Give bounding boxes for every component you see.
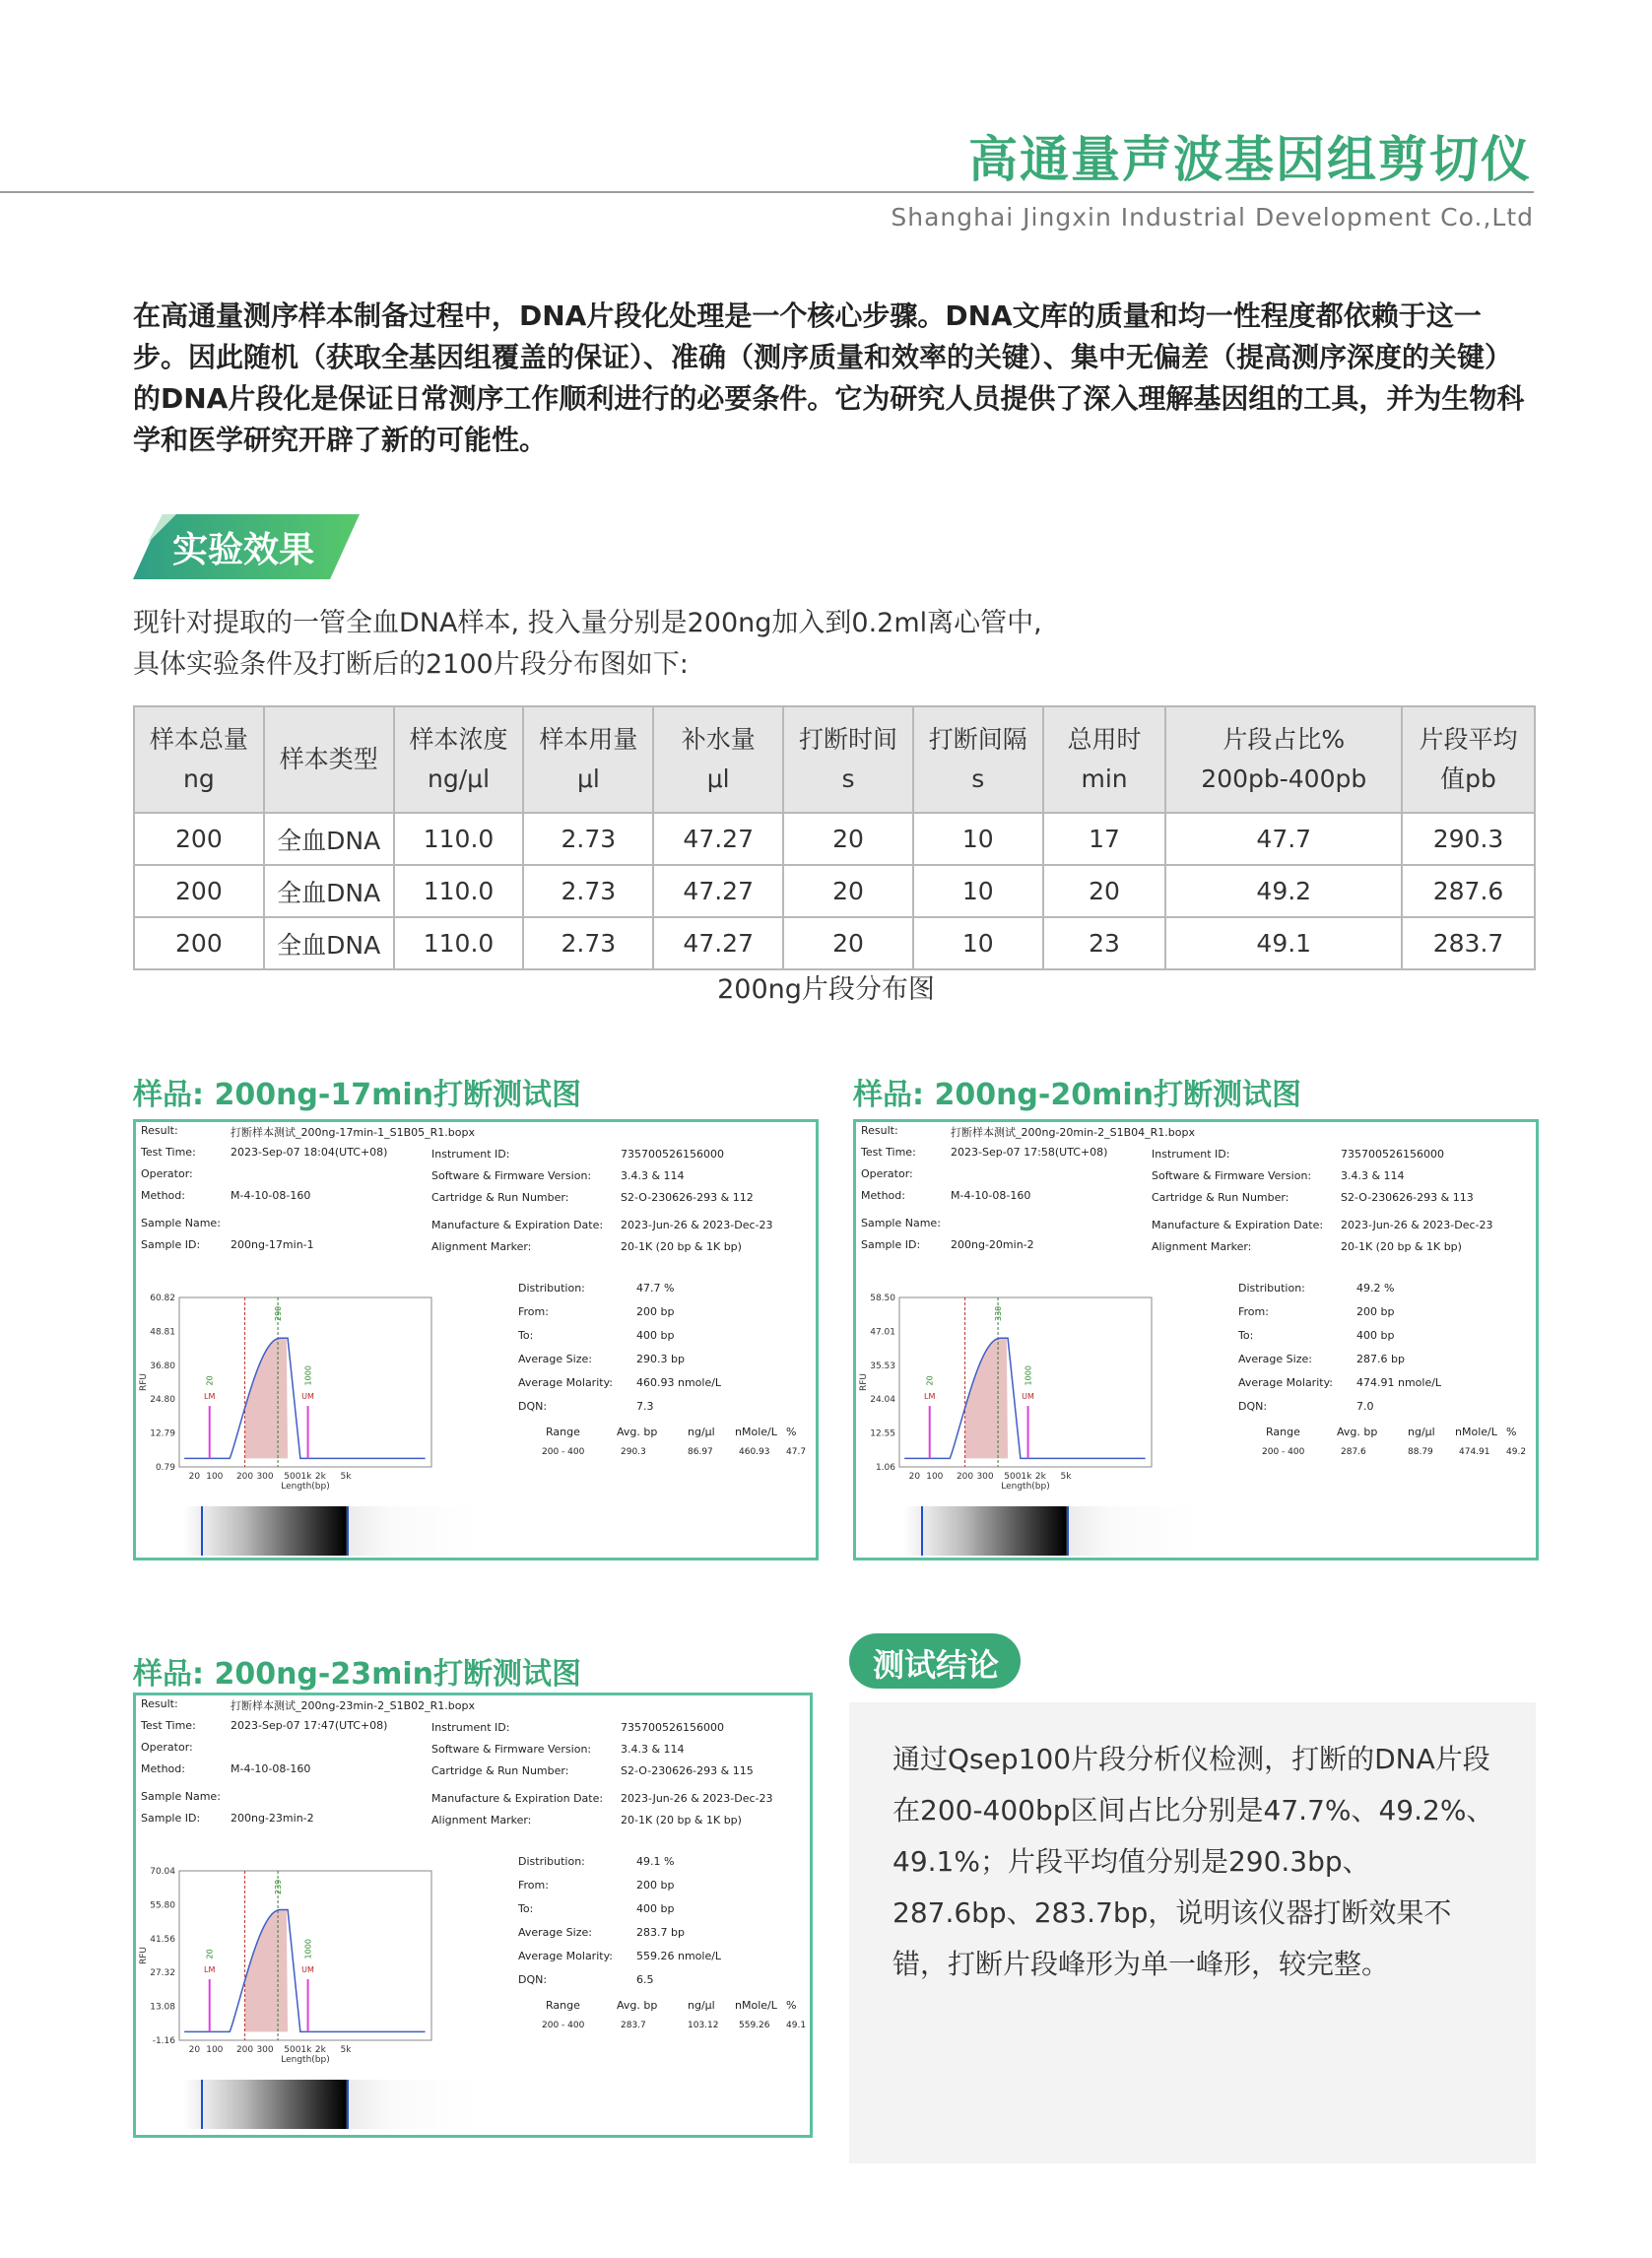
- report-3-title: 样品: 200ng-23min打断测试图: [133, 1657, 581, 1692]
- stat-label: To:: [518, 1329, 534, 1342]
- x-tick-label: 200: [235, 2045, 254, 2055]
- info-value: 20-1K (20 bp & 1K bp): [621, 1814, 742, 1826]
- table-cell: 49.1: [1165, 917, 1402, 969]
- lm-marker-label: LM: [204, 1392, 216, 1402]
- y-tick-label: -1.16: [152, 2036, 175, 2046]
- table-cell: 290.3: [1402, 813, 1535, 865]
- range-header: Avg. bp: [1337, 1426, 1378, 1438]
- y-tick-label: 1.06: [875, 1463, 895, 1473]
- column-header: [134, 706, 264, 813]
- info-value: 3.4.3 & 114: [1341, 1169, 1405, 1182]
- column-header-line: 样本类型: [279, 745, 378, 773]
- stat-value: 200 bp: [636, 1879, 675, 1892]
- x-tick-label: 2k: [314, 2045, 326, 2055]
- column-header-line: μl: [576, 764, 600, 793]
- peak-size-label: 290: [274, 1305, 284, 1321]
- range-value: 86.97: [688, 1447, 713, 1457]
- range-value: 559.26: [739, 2021, 770, 2030]
- info-value: 打断样本测试_200ng-23min-2_S1B02_R1.bopx: [231, 1699, 475, 1712]
- stat-value: 290.3 bp: [636, 1353, 685, 1365]
- table-row: [134, 865, 1535, 917]
- info-label: Software & Firmware Version:: [431, 1169, 592, 1182]
- info-value: 2023-Sep-07 17:58(UTC+08): [951, 1146, 1108, 1159]
- table-cell: 2.73: [523, 917, 653, 969]
- x-tick-label: 200: [956, 1472, 974, 1482]
- info-label: Test Time:: [141, 1146, 196, 1159]
- info-value: S2-O-230626-293 & 115: [621, 1764, 754, 1777]
- stat-value: 559.26 nmole/L: [636, 1950, 722, 1962]
- range-value: 47.7: [786, 1447, 807, 1457]
- gel-ladder-strip: [903, 1506, 1199, 1556]
- column-header-line: 值pb: [1440, 764, 1496, 793]
- column-header-line: 补水量: [681, 725, 756, 754]
- stat-label: Average Size:: [518, 1353, 592, 1365]
- lm-band: [201, 1506, 203, 1556]
- electropherogram-chart: [136, 1859, 461, 2086]
- table-cell: 200: [134, 813, 264, 865]
- table-cell: 20: [1043, 865, 1166, 917]
- report-panel: [853, 1119, 1539, 1561]
- table-cell: 47.27: [653, 865, 783, 917]
- lm-band: [921, 1506, 923, 1556]
- table-cell: 110.0: [394, 917, 524, 969]
- table-cell: 110.0: [394, 865, 524, 917]
- intro-paragraph: 在高通量测序样本制备过程中，DNA片段化处理是一个核心步骤。DNA文库的质量和均一性程度都依赖于这一步。因此随机（获取全基因组覆盖的保证）、准确（测序质量和效率的关键）、集中无偏差（提高测序深度的关键）的DNA片段化是保证日常测序工作顺利进行的必要条件。它为研究人员提供了深入理解基因组的工具，并为生物科学和医学研究开辟了新的可能性。: [133, 299, 1525, 456]
- um-marker-bp: 1000: [303, 1939, 313, 1959]
- info-label: Method:: [861, 1189, 905, 1202]
- info-value: S2-O-230626-293 & 112: [621, 1191, 754, 1204]
- electropherogram-chart: [856, 1286, 1181, 1512]
- range-header: ng/μl: [1408, 1426, 1435, 1438]
- table-cell: 47.27: [653, 917, 783, 969]
- table-cell: 23: [1043, 917, 1166, 969]
- column-header: [394, 706, 524, 813]
- x-tick-label: 100: [206, 1472, 224, 1482]
- column-header: [1402, 706, 1535, 813]
- table-cell: 49.2: [1165, 865, 1402, 917]
- info-label: Alignment Marker:: [431, 1814, 532, 1826]
- range-value: 474.91: [1459, 1447, 1490, 1457]
- info-label: Result:: [141, 1697, 178, 1710]
- stat-value: 283.7 bp: [636, 1926, 685, 1939]
- section-title: 实验效果: [172, 530, 315, 570]
- column-header-line: 片段占比%: [1222, 725, 1346, 754]
- y-axis-label: RFU: [139, 1946, 149, 1965]
- column-header-line: μl: [706, 764, 730, 793]
- range-value: 88.79: [1408, 1447, 1433, 1457]
- stat-label: DQN:: [518, 1973, 548, 1986]
- gel-ladder-strip: [183, 1506, 479, 1556]
- column-header-line: 总用时: [1067, 725, 1142, 754]
- range-shade: [245, 1338, 289, 1458]
- stat-label: Average Molarity:: [518, 1376, 613, 1389]
- gel-ladder-strip: [183, 2080, 479, 2129]
- x-tick-label: 20: [188, 2045, 201, 2055]
- column-header: [1165, 706, 1402, 813]
- report-panel: [133, 1119, 819, 1561]
- stat-label: Average Size:: [1238, 1353, 1312, 1365]
- lm-marker-bp: 20: [925, 1375, 935, 1386]
- lm-marker-bp: 20: [205, 1949, 215, 1959]
- y-tick-label: 24.80: [150, 1395, 175, 1406]
- range-header: Avg. bp: [617, 1999, 658, 2012]
- report-2-title: 样品: 200ng-20min打断测试图: [853, 1078, 1301, 1112]
- y-tick-label: 47.01: [870, 1327, 895, 1338]
- range-shade: [245, 1910, 289, 2032]
- table-cell: 10: [913, 865, 1043, 917]
- conclusion-title: 测试结论: [873, 1646, 1000, 1684]
- column-header-line: 片段平均: [1419, 725, 1518, 754]
- range-value: 103.12: [688, 2021, 719, 2030]
- range-value: 283.7: [621, 2021, 646, 2030]
- electropherogram-chart: [136, 1286, 461, 1512]
- range-header: Range: [546, 1999, 580, 2012]
- info-value: 2023-Sep-07 17:47(UTC+08): [231, 1719, 388, 1732]
- info-value: 2023-Jun-26 & 2023-Dec-23: [621, 1219, 773, 1231]
- stat-label: To:: [518, 1902, 534, 1915]
- table-cell: 17: [1043, 813, 1166, 865]
- range-header: %: [1506, 1426, 1517, 1438]
- info-label: Manufacture & Expiration Date:: [1152, 1219, 1324, 1231]
- report-1-title: 样品: 200ng-17min打断测试图: [133, 1078, 581, 1112]
- info-label: Method:: [141, 1189, 185, 1202]
- table-cell: 10: [913, 813, 1043, 865]
- column-header-line: s: [971, 764, 985, 793]
- stat-value: 200 bp: [636, 1305, 675, 1318]
- info-value: 打断样本测试_200ng-20min-2_S1B04_R1.bopx: [951, 1126, 1195, 1139]
- info-label: Cartridge & Run Number:: [431, 1191, 569, 1204]
- y-tick-label: 12.55: [870, 1428, 895, 1439]
- table-cell: 20: [783, 865, 913, 917]
- info-label: Sample ID:: [861, 1238, 921, 1251]
- info-label: Software & Firmware Version:: [431, 1743, 592, 1756]
- column-header-line: ng: [183, 764, 215, 793]
- table-cell: 2.73: [523, 865, 653, 917]
- column-header-line: 200pb-400pb: [1201, 764, 1367, 793]
- range-header: Avg. bp: [617, 1426, 658, 1438]
- x-tick-label: 5k: [340, 2045, 352, 2055]
- x-tick-label: 5001k: [1004, 1472, 1032, 1482]
- range-shade: [965, 1338, 1009, 1458]
- column-header-line: min: [1081, 764, 1128, 793]
- parameters-table: [133, 705, 1536, 970]
- x-tick-label: 100: [926, 1472, 944, 1482]
- stat-value: 7.0: [1356, 1400, 1374, 1413]
- info-label: Alignment Marker:: [431, 1240, 532, 1253]
- info-label: Result:: [141, 1124, 178, 1137]
- conclusion-badge: [849, 1633, 1021, 1689]
- y-tick-label: 60.82: [150, 1294, 175, 1303]
- stat-label: From:: [1238, 1305, 1269, 1318]
- report-panel: [133, 1693, 813, 2138]
- table-cell: 全血DNA: [264, 865, 394, 917]
- info-value: 2023-Sep-07 18:04(UTC+08): [231, 1146, 388, 1159]
- table-cell: 287.6: [1402, 865, 1535, 917]
- column-header-line: 样本用量: [539, 725, 638, 754]
- x-tick-label: 300: [976, 1472, 994, 1482]
- info-value: 20-1K (20 bp & 1K bp): [1341, 1240, 1462, 1253]
- stat-value: 49.2 %: [1356, 1282, 1395, 1295]
- table-cell: 283.7: [1402, 917, 1535, 969]
- y-tick-label: 41.56: [150, 1934, 175, 1945]
- info-label: Manufacture & Expiration Date:: [431, 1792, 604, 1805]
- lm-marker-label: LM: [924, 1392, 936, 1402]
- conclusion-text: 通过Qsep100片段分析仪检测，打断的DNA片段在200-400bp区间占比分别是47.7%、49.2%、49.1%；片段平均值分别是290.3bp、287.6bp、283.7bp，说明该仪器打断效果不错，打断片段峰形为单一峰形，较完整。: [892, 1743, 1494, 1980]
- info-label: Alignment Marker:: [1152, 1240, 1252, 1253]
- column-header: [523, 706, 653, 813]
- desc-line-2: 具体实验条件及打断后的2100片段分布图如下:: [133, 649, 689, 680]
- info-value: 2023-Jun-26 & 2023-Dec-23: [621, 1792, 773, 1805]
- column-header-line: 样本总量: [149, 725, 248, 754]
- info-label: Sample ID:: [141, 1812, 201, 1825]
- y-tick-label: 58.50: [870, 1294, 895, 1303]
- table-cell: 47.7: [1165, 813, 1402, 865]
- info-label: Software & Firmware Version:: [1152, 1169, 1312, 1182]
- range-value: 200 - 400: [542, 1447, 585, 1457]
- stat-label: To:: [1238, 1329, 1254, 1342]
- info-label: Cartridge & Run Number:: [1152, 1191, 1289, 1204]
- column-header-line: 打断间隔: [928, 725, 1027, 754]
- um-band: [347, 1506, 349, 1556]
- range-header: %: [786, 1426, 797, 1438]
- column-header-line: ng/μl: [428, 764, 491, 793]
- stat-label: Distribution:: [518, 1282, 585, 1295]
- desc-line-1: 现针对提取的一管全血DNA样本, 投入量分别是200ng加入到0.2ml离心管中,: [133, 608, 1042, 638]
- stat-value: 200 bp: [1356, 1305, 1395, 1318]
- stat-value: 47.7 %: [636, 1282, 675, 1295]
- peak-size-label: 239: [274, 1879, 284, 1894]
- um-band: [347, 2080, 349, 2129]
- info-label: Sample Name:: [141, 1217, 221, 1229]
- range-header: ng/μl: [688, 1999, 715, 2012]
- range-value: 290.3: [621, 1447, 646, 1457]
- page-title: 高通量声波基因组剪切仪: [968, 131, 1532, 188]
- range-value: 49.2: [1506, 1447, 1527, 1457]
- lm-marker-label: LM: [204, 1965, 216, 1975]
- info-label: Test Time:: [861, 1146, 916, 1159]
- table-body: [134, 813, 1535, 969]
- column-header-line: 打断时间: [799, 725, 898, 754]
- y-tick-label: 0.79: [155, 1463, 175, 1473]
- stat-value: 400 bp: [636, 1329, 675, 1342]
- info-label: Instrument ID:: [431, 1148, 510, 1161]
- y-tick-label: 27.32: [150, 1968, 175, 1979]
- y-tick-label: 36.80: [150, 1361, 175, 1371]
- section-banner: [133, 514, 360, 579]
- x-tick-label: 200: [235, 1472, 254, 1482]
- y-tick-label: 13.08: [150, 2002, 175, 2013]
- column-header-line: 样本浓度: [409, 725, 508, 754]
- stat-value: 49.1 %: [636, 1855, 675, 1868]
- info-label: Method:: [141, 1762, 185, 1775]
- header-divider: [0, 191, 1534, 193]
- info-value: S2-O-230626-293 & 113: [1341, 1191, 1474, 1204]
- table-row: [134, 917, 1535, 969]
- info-label: Instrument ID:: [1152, 1148, 1230, 1161]
- table-cell: 全血DNA: [264, 917, 394, 969]
- info-label: Sample ID:: [141, 1238, 201, 1251]
- x-tick-label: 5001k: [284, 1472, 312, 1482]
- table-cell: 200: [134, 917, 264, 969]
- info-value: M-4-10-08-160: [951, 1189, 1031, 1202]
- range-header: Range: [1266, 1426, 1300, 1438]
- x-tick-label: 2k: [314, 1472, 326, 1482]
- column-header-line: s: [841, 764, 855, 793]
- um-marker-bp: 1000: [303, 1365, 313, 1386]
- table-header-row: [134, 706, 1535, 813]
- table-cell: 20: [783, 813, 913, 865]
- y-tick-label: 12.79: [150, 1428, 175, 1439]
- table-row: [134, 813, 1535, 865]
- range-value: 200 - 400: [1262, 1447, 1305, 1457]
- range-header: Range: [546, 1426, 580, 1438]
- range-header: nMole/L: [735, 1426, 777, 1438]
- info-label: Sample Name:: [861, 1217, 941, 1229]
- x-axis-label: Length(bp): [281, 2055, 330, 2065]
- y-tick-label: 48.81: [150, 1327, 175, 1338]
- x-tick-label: 20: [908, 1472, 921, 1482]
- y-axis-label: RFU: [139, 1372, 149, 1392]
- stat-value: 460.93 nmole/L: [636, 1376, 722, 1389]
- info-value: 735700526156000: [621, 1148, 724, 1161]
- table-cell: 110.0: [394, 813, 524, 865]
- stat-label: Distribution:: [518, 1855, 585, 1868]
- info-label: Sample Name:: [141, 1790, 221, 1803]
- x-tick-label: 2k: [1034, 1472, 1046, 1482]
- peak-size-label: 330: [994, 1305, 1004, 1321]
- x-axis-label: Length(bp): [1001, 1482, 1050, 1492]
- x-tick-label: 5k: [1060, 1472, 1072, 1482]
- info-value: 735700526156000: [1341, 1148, 1444, 1161]
- range-value: 460.93: [739, 1447, 770, 1457]
- y-tick-label: 24.04: [870, 1395, 895, 1406]
- range-value: 49.1: [786, 2021, 807, 2030]
- info-label: Cartridge & Run Number:: [431, 1764, 569, 1777]
- info-value: 735700526156000: [621, 1721, 724, 1734]
- x-tick-label: 5001k: [284, 2045, 312, 2055]
- info-value: M-4-10-08-160: [231, 1189, 311, 1202]
- stat-value: 7.3: [636, 1400, 654, 1413]
- x-tick-label: 100: [206, 2045, 224, 2055]
- column-header: [783, 706, 913, 813]
- info-label: Operator:: [141, 1741, 193, 1754]
- x-axis-label: Length(bp): [281, 1482, 330, 1492]
- table-cell: 200: [134, 865, 264, 917]
- um-marker-label: UM: [301, 1392, 314, 1402]
- x-tick-label: 300: [256, 1472, 274, 1482]
- um-marker-label: UM: [301, 1965, 314, 1975]
- y-tick-label: 70.04: [150, 1867, 175, 1877]
- stat-value: 400 bp: [1356, 1329, 1395, 1342]
- info-value: M-4-10-08-160: [231, 1762, 311, 1775]
- info-value: 2023-Jun-26 & 2023-Dec-23: [1341, 1219, 1493, 1231]
- stat-label: Average Molarity:: [1238, 1376, 1333, 1389]
- stat-value: 6.5: [636, 1973, 654, 1986]
- um-marker-label: UM: [1022, 1392, 1034, 1402]
- table-caption: 200ng片段分布图: [717, 974, 935, 1005]
- stat-label: Distribution:: [1238, 1282, 1305, 1295]
- info-value: 200ng-20min-2: [951, 1238, 1034, 1251]
- stat-value: 287.6 bp: [1356, 1353, 1405, 1365]
- stat-label: DQN:: [1238, 1400, 1268, 1413]
- column-header: [913, 706, 1043, 813]
- info-value: 3.4.3 & 114: [621, 1743, 685, 1756]
- range-header: ng/μl: [688, 1426, 715, 1438]
- column-header: [1043, 706, 1166, 813]
- lm-marker-bp: 20: [205, 1375, 215, 1386]
- stat-label: Average Molarity:: [518, 1950, 613, 1962]
- info-label: Manufacture & Expiration Date:: [431, 1219, 604, 1231]
- stat-value: 400 bp: [636, 1902, 675, 1915]
- info-label: Result:: [861, 1124, 898, 1137]
- stat-label: DQN:: [518, 1400, 548, 1413]
- info-label: Instrument ID:: [431, 1721, 510, 1734]
- um-marker-bp: 1000: [1024, 1365, 1033, 1386]
- info-label: Operator:: [861, 1167, 913, 1180]
- info-value: 打断样本测试_200ng-17min-1_S1B05_R1.bopx: [231, 1126, 475, 1139]
- experiment-description: [133, 603, 1042, 686]
- info-label: Test Time:: [141, 1719, 196, 1732]
- table-cell: 20: [783, 917, 913, 969]
- column-header: [264, 706, 394, 813]
- stat-label: Average Size:: [518, 1926, 592, 1939]
- range-header: nMole/L: [1455, 1426, 1497, 1438]
- company-name: Shanghai Jingxin Industrial Development Co.,Ltd: [891, 203, 1534, 232]
- stat-value: 474.91 nmole/L: [1356, 1376, 1442, 1389]
- column-header: [653, 706, 783, 813]
- y-tick-label: 35.53: [870, 1361, 895, 1371]
- range-header: nMole/L: [735, 1999, 777, 2012]
- stat-label: From:: [518, 1305, 549, 1318]
- y-tick-label: 55.80: [150, 1900, 175, 1911]
- um-band: [1067, 1506, 1069, 1556]
- table-cell: 全血DNA: [264, 813, 394, 865]
- x-tick-label: 300: [256, 2045, 274, 2055]
- lm-band: [201, 2080, 203, 2129]
- info-label: Operator:: [141, 1167, 193, 1180]
- table-cell: 47.27: [653, 813, 783, 865]
- x-tick-label: 5k: [340, 1472, 352, 1482]
- info-value: 20-1K (20 bp & 1K bp): [621, 1240, 742, 1253]
- range-header: %: [786, 1999, 797, 2012]
- table-cell: 2.73: [523, 813, 653, 865]
- x-tick-label: 20: [188, 1472, 201, 1482]
- info-value: 3.4.3 & 114: [621, 1169, 685, 1182]
- info-value: 200ng-17min-1: [231, 1238, 314, 1251]
- stat-label: From:: [518, 1879, 549, 1892]
- y-axis-label: RFU: [859, 1372, 869, 1392]
- range-value: 287.6: [1341, 1447, 1366, 1457]
- range-value: 200 - 400: [542, 2021, 585, 2030]
- info-value: 200ng-23min-2: [231, 1812, 314, 1825]
- table-cell: 10: [913, 917, 1043, 969]
